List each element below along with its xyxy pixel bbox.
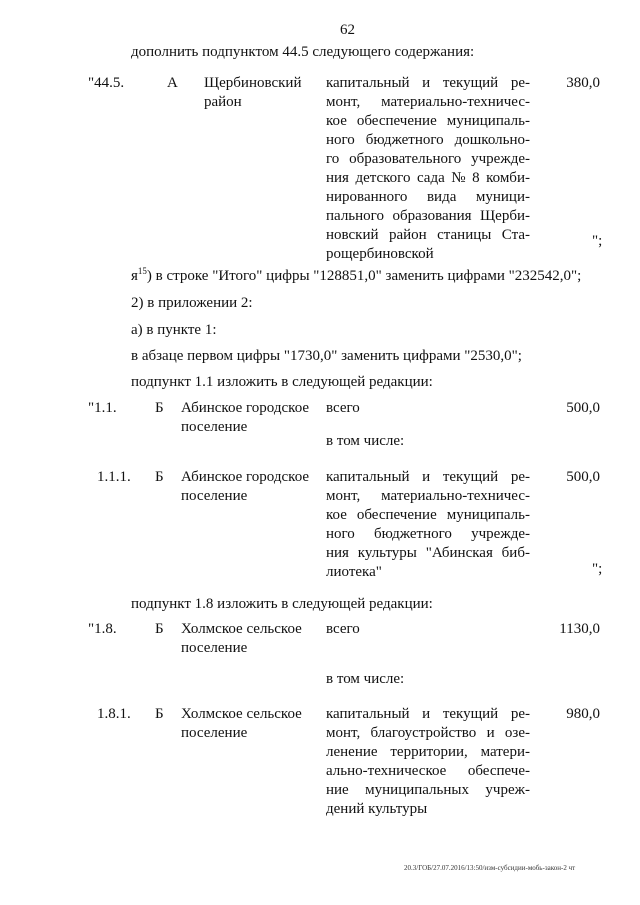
row-1-1-amount: 500,0 bbox=[566, 400, 600, 416]
row-1-8-description: всего bbox=[326, 621, 360, 637]
paragraph-ya-text: ) в строке "Итого" цифры "128851,0" заменить цифрами "232542,0"; bbox=[146, 268, 582, 284]
row-1-1-category: Б bbox=[155, 400, 164, 416]
row-1-8-1-number: 1.8.1. bbox=[97, 706, 131, 722]
row-1-8-1-description bbox=[326, 705, 530, 819]
row-44-5-description-line: нированного вида муници- bbox=[326, 189, 530, 205]
row-1-1-1-amount: 500,0 bbox=[566, 469, 600, 485]
row-44-5-amount: 380,0 bbox=[566, 75, 600, 91]
row-1-8-1-description-line: монт, благоустройство и озе- bbox=[326, 725, 530, 741]
row-1-8-1-name-line: поселение bbox=[181, 725, 248, 741]
row-44-5-description-line: пального образования Щерби- bbox=[326, 208, 530, 224]
row-1-8-1-description-line: дений культуры bbox=[326, 801, 428, 817]
row-1-1-name bbox=[181, 399, 321, 437]
row-44-5-description-line: ного бюджетного дошкольно- bbox=[326, 132, 530, 148]
paragraph-subitem-1-1: подпункт 1.1 изложить в следующей редакции: bbox=[131, 374, 433, 390]
row-1-1-1-number: 1.1.1. bbox=[97, 469, 131, 485]
row-44-5-category: А bbox=[167, 75, 178, 91]
row-1-1-1-name-line: поселение bbox=[181, 488, 248, 504]
row-44-5-name-line: Щербиновский bbox=[204, 75, 302, 91]
row-44-5-description-line: го образовательного учрежде- bbox=[326, 151, 530, 167]
footer-document-code: 20.3/ГОБ/27.07.2016/13:50/изм-субсидии-мобь-закон-2 чт bbox=[404, 864, 576, 872]
row-1-8-1-name bbox=[181, 705, 321, 743]
row-1-8-sub-label: в том числе: bbox=[326, 671, 405, 687]
row-44-5-description-line: новский район станицы Ста- bbox=[326, 227, 530, 243]
paragraph-first-abzac: в абзаце первом цифры "1730,0" заменить цифрами "2530,0"; bbox=[131, 348, 522, 364]
paragraph-point-1: а) в пункте 1: bbox=[131, 322, 217, 338]
row-1-8-name-line: Холмское сельское bbox=[181, 621, 302, 637]
row-1-1-1-description-line: кое обеспечение муниципаль- bbox=[326, 507, 530, 523]
row-44-5-description-line: капитальный и текущий ре- bbox=[326, 75, 530, 91]
row-1-1-name-line: поселение bbox=[181, 419, 248, 435]
footnote-marker: 15 bbox=[137, 266, 147, 276]
row-1-8-amount: 1130,0 bbox=[559, 621, 600, 637]
row-1-8-1-amount: 980,0 bbox=[566, 706, 600, 722]
row-44-5-description-line: монт, материально-техничес- bbox=[326, 94, 530, 110]
row-1-8-1-name-line: Холмское сельское bbox=[181, 706, 302, 722]
row-1-1-1-name bbox=[181, 468, 321, 506]
row-1-1-1-category: Б bbox=[155, 469, 164, 485]
row-1-1-1-description-line: лиотека" bbox=[326, 564, 382, 580]
row-1-1-number: "1.1. bbox=[88, 400, 117, 416]
row-1-8-1-description-line: ленение территории, матери- bbox=[326, 744, 530, 760]
row-1-1-description: всего bbox=[326, 400, 360, 416]
row-44-5-description bbox=[326, 74, 530, 264]
row-1-8-name-line: поселение bbox=[181, 640, 248, 656]
row-1-8-1-description-line: ально-техническое обеспече- bbox=[326, 763, 530, 779]
paragraph-ya bbox=[131, 266, 581, 286]
row-44-5-description-line: рощербиновской bbox=[326, 246, 434, 262]
row-1-1-1-description-line: монт, материально-техничес- bbox=[326, 488, 530, 504]
row-44-5-name bbox=[204, 74, 314, 112]
row-1-1-1-description bbox=[326, 468, 530, 582]
row-1-8-name bbox=[181, 620, 321, 658]
row-1-8-1-category: Б bbox=[155, 706, 164, 722]
row-1-8-1-description-line: капитальный и текущий ре- bbox=[326, 706, 530, 722]
row-1-1-1-closing-quote: "; bbox=[592, 561, 603, 577]
row-44-5-name-line: район bbox=[204, 94, 242, 110]
intro-paragraph-44-5: дополнить подпунктом 44.5 следующего содержания: bbox=[131, 44, 475, 60]
row-1-1-sub-label: в том числе: bbox=[326, 433, 405, 449]
row-1-1-name-line: Абинское городское bbox=[181, 400, 310, 416]
row-1-8-number: "1.8. bbox=[88, 621, 117, 637]
row-1-1-1-description-line: капитальный и текущий ре- bbox=[326, 469, 530, 485]
paragraph-subitem-1-8: подпункт 1.8 изложить в следующей редакции: bbox=[131, 596, 433, 612]
paragraph-appendix-2: 2) в приложении 2: bbox=[131, 295, 253, 311]
row-1-1-1-name-line: Абинское городское bbox=[181, 469, 310, 485]
row-1-8-1-description-line: ние муниципальных учреж- bbox=[326, 782, 530, 798]
paragraph-ya-letter: я bbox=[131, 268, 138, 284]
row-44-5-description-line: ния детского сада № 8 комби- bbox=[326, 170, 530, 186]
row-44-5-number: "44.5. bbox=[88, 75, 125, 91]
row-44-5-description-line: кое обеспечение муниципаль- bbox=[326, 113, 530, 129]
row-1-8-category: Б bbox=[155, 621, 164, 637]
row-44-5-closing-quote: "; bbox=[592, 233, 603, 249]
page-number: 62 bbox=[340, 22, 355, 38]
row-1-1-1-description-line: ния культуры "Абинская биб- bbox=[326, 545, 530, 561]
row-1-1-1-description-line: ного бюджетного учрежде- bbox=[326, 526, 530, 542]
